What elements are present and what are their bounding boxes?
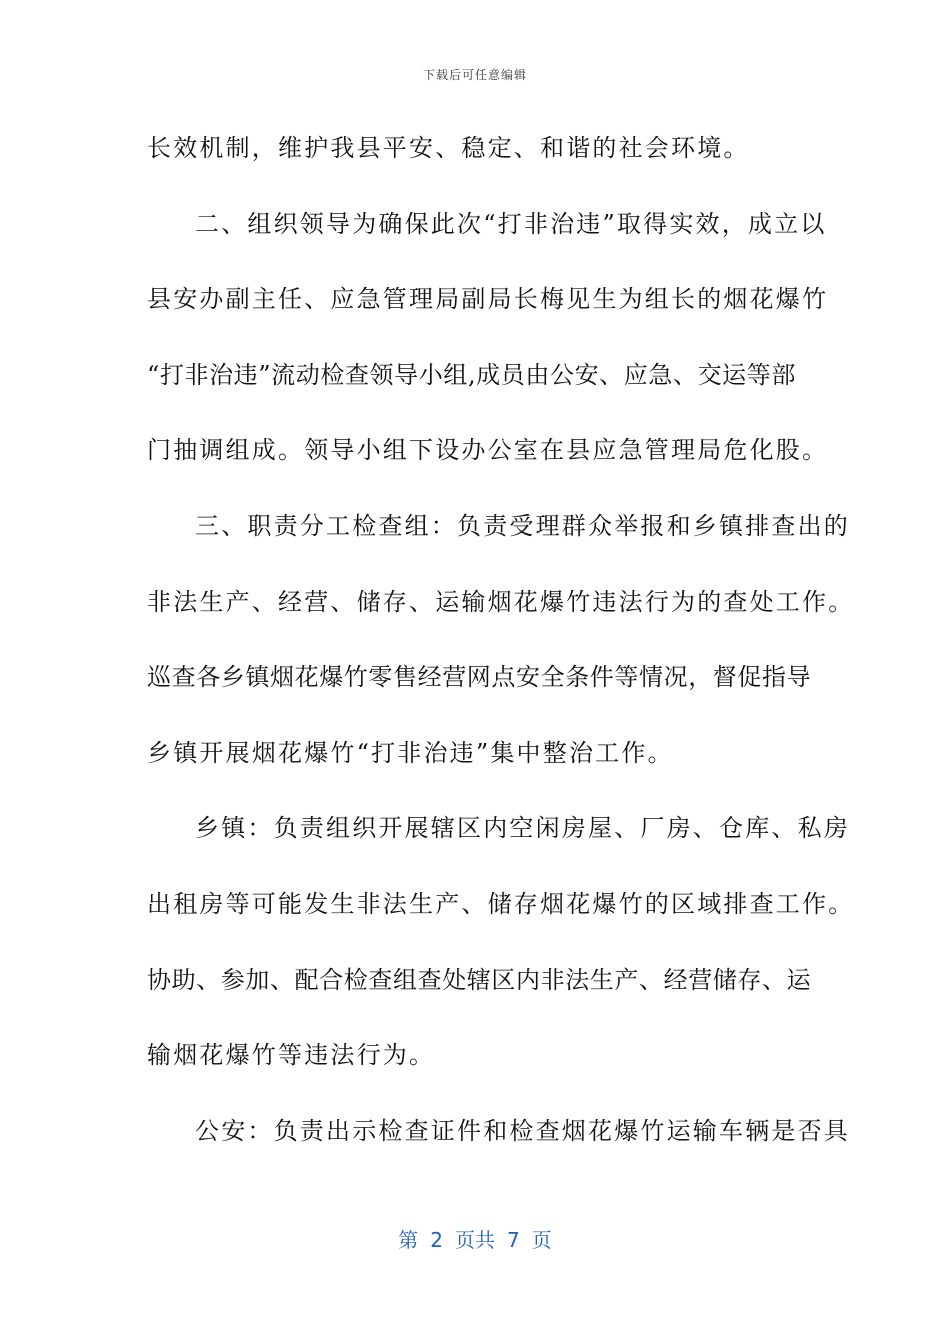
- body-line: 非法生产、经营、储存、运输烟花爆竹违法行为的查处工作。: [147, 587, 855, 616]
- footer-middle: 页共: [455, 1228, 495, 1252]
- body-line: 输烟花爆竹等违法行为。: [147, 1041, 436, 1070]
- body-line: 公安：负责出示检查证件和检查烟花爆竹运输车辆是否具: [195, 1116, 850, 1145]
- page-number-footer: [0, 1224, 950, 1253]
- body-line: 出租房等可能发生非法生产、储存烟花爆竹的区域排查工作。: [147, 889, 855, 918]
- body-line: 门抽调组成。领导小组下设办公室在县应急管理局危化股。: [147, 436, 829, 465]
- document-body: [147, 124, 855, 1182]
- current-page-number: 2: [430, 1228, 443, 1252]
- footer-suffix: 页: [531, 1228, 552, 1252]
- body-line: 长效机制，维护我县平安、稳定、和谐的社会环境。: [147, 134, 750, 162]
- page-header-note: 下载后可任意编辑: [422, 68, 527, 82]
- body-line: 乡镇：负责组织开展辖区内空闲房屋、厂房、仓库、私房: [195, 814, 850, 843]
- total-pages-number: 7: [507, 1228, 520, 1252]
- body-line: 二、组织领导为确保此次“打非治违”取得实效，成立以: [195, 209, 827, 238]
- body-line: 乡镇开展烟花爆竹“打非治违”集中整治工作。: [147, 738, 674, 767]
- body-line: 县安办副主任、应急管理局副局长梅见生为组长的烟花爆竹: [147, 285, 829, 314]
- body-line: 协助、参加、配合检查组查处辖区内非法生产、经营储存、运: [147, 965, 812, 994]
- body-line: “打非治违”流动检查领导小组,成员由公安、应急、交运等部: [147, 360, 796, 389]
- body-line: 巡查各乡镇烟花爆竹零售经营网点安全条件等情况，督促指导: [147, 663, 812, 692]
- body-line: 三、职责分工检查组：负责受理群众举报和乡镇排查出的: [195, 511, 850, 540]
- footer-prefix: 第: [398, 1228, 419, 1252]
